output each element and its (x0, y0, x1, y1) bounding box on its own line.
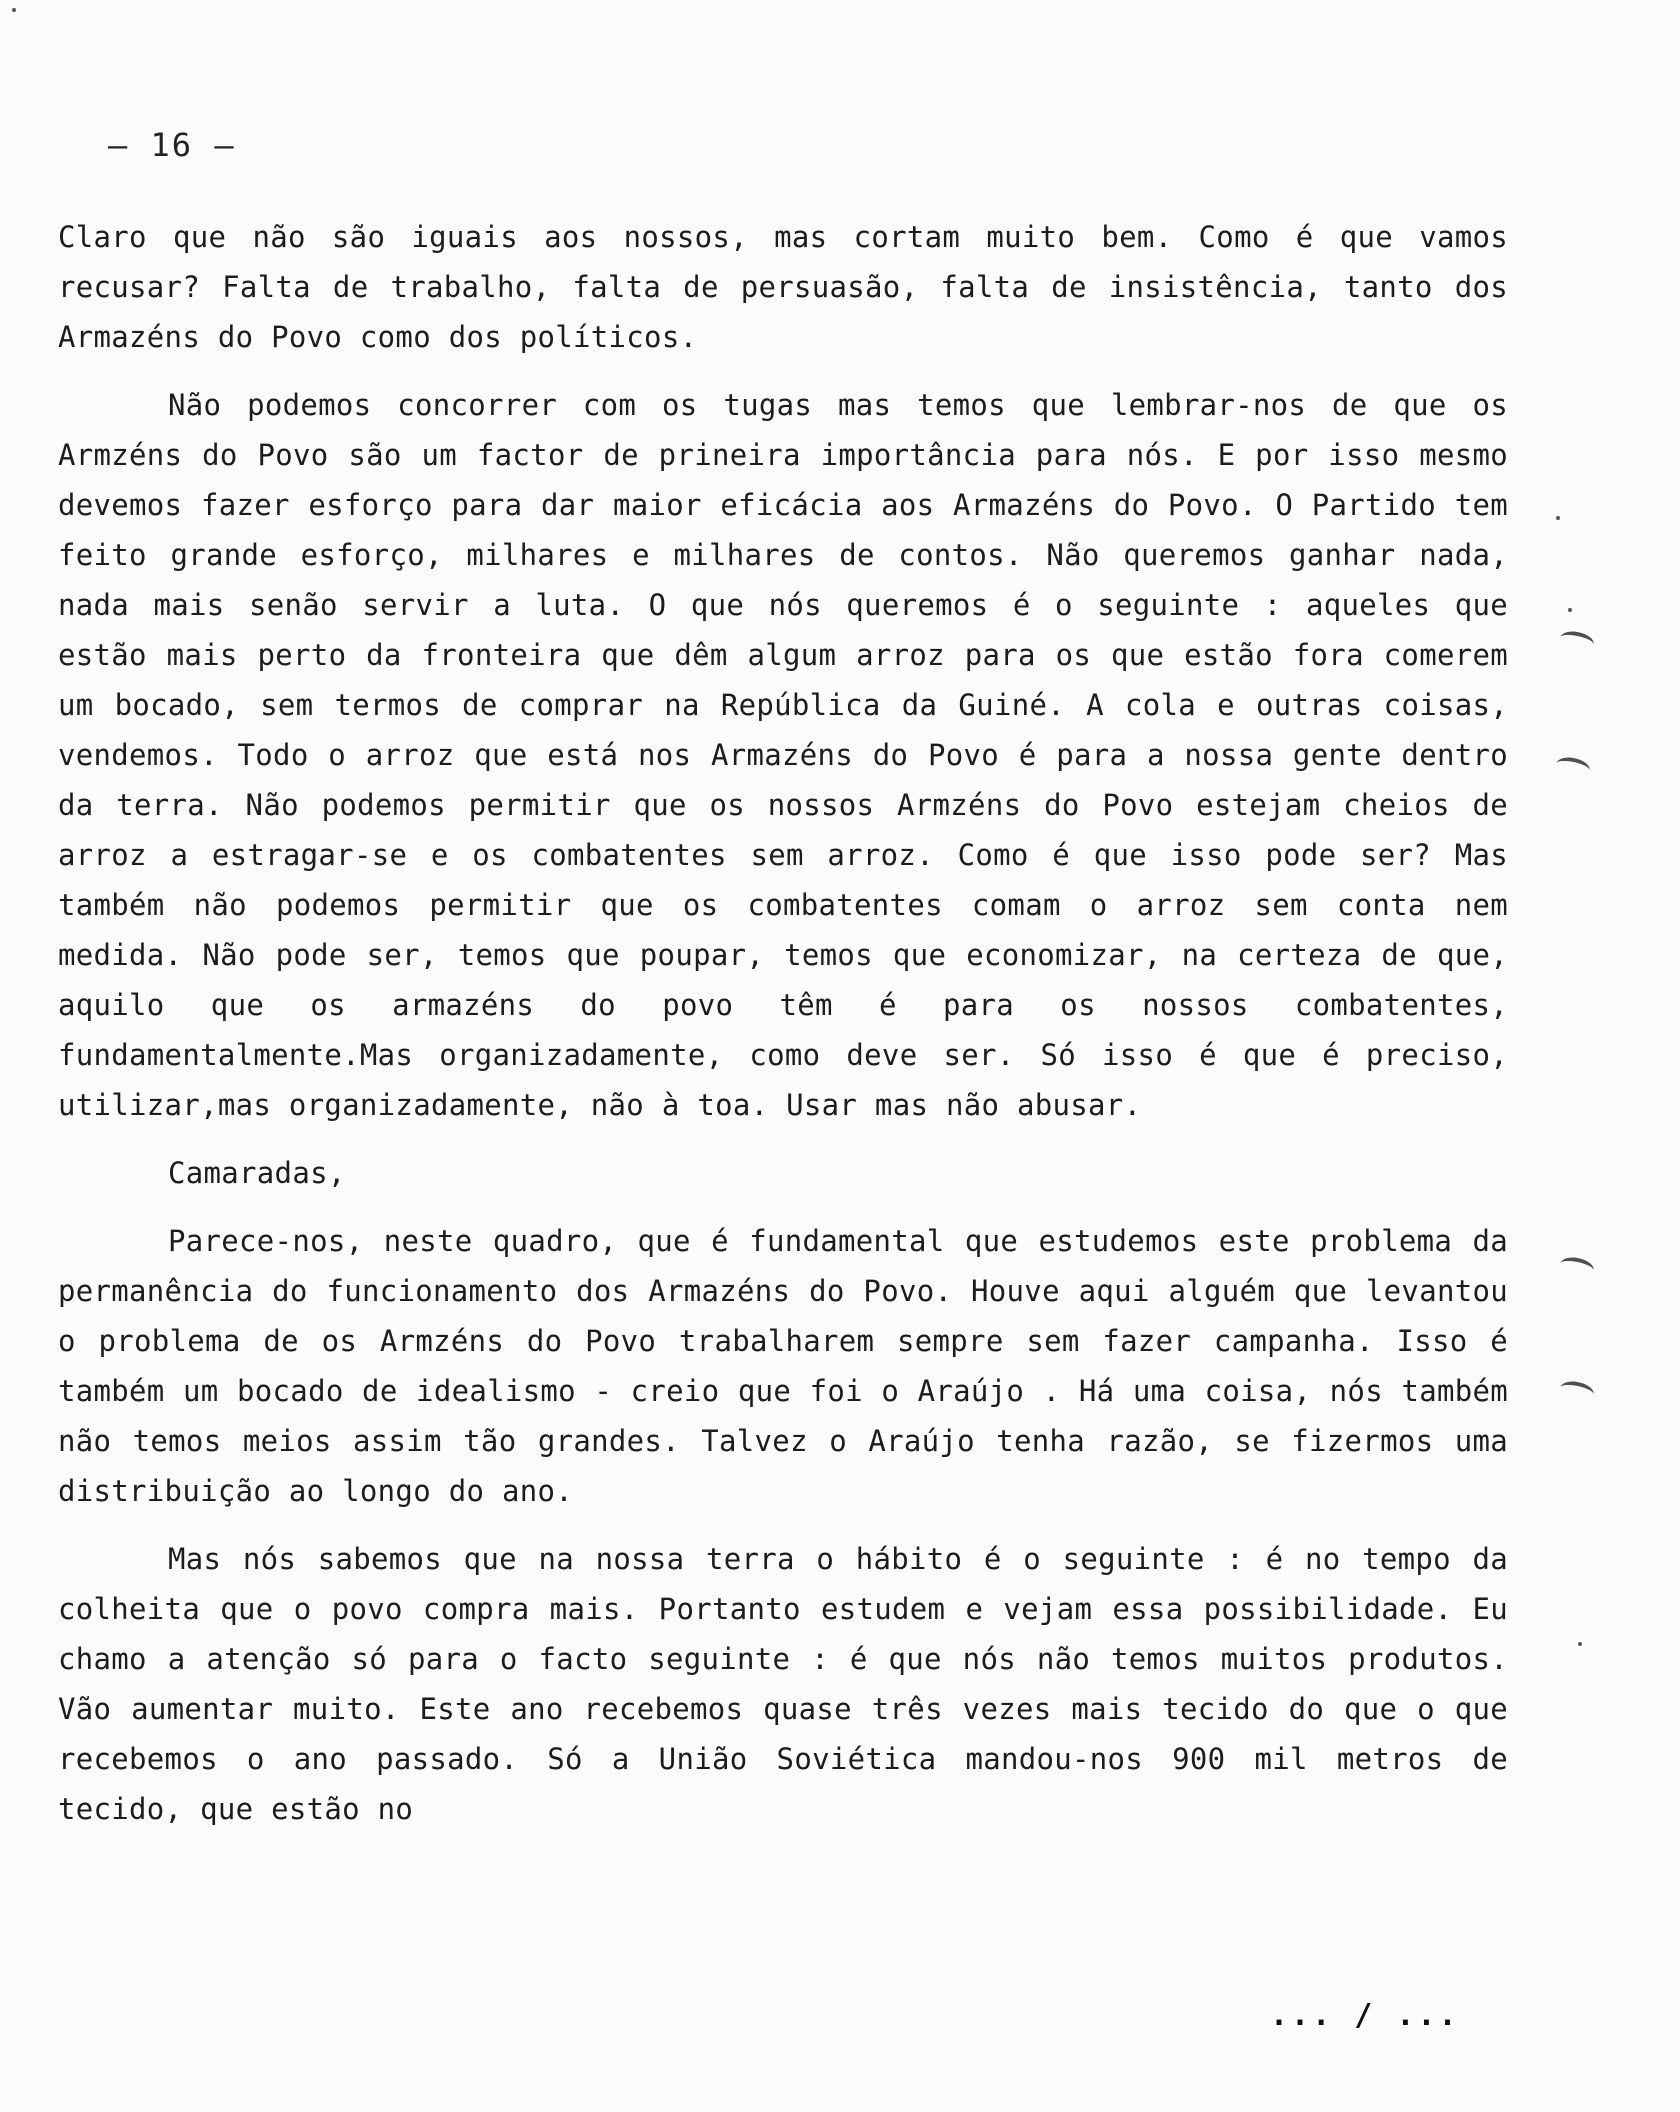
punch-hole-mark (1559, 629, 1596, 654)
scan-speck (12, 8, 16, 12)
punch-hole-mark (1555, 755, 1592, 780)
punch-hole-mark (1559, 1255, 1596, 1280)
continuation-marker: ... / ... (1270, 1998, 1460, 2033)
scan-speck (1556, 516, 1560, 520)
scan-speck (1568, 608, 1572, 612)
paragraph-1: Claro que não são iguais aos nossos, mas cortam muito bem. Como é que vamos recusar? Falta de trabalho, falta de persuasão, falta de insistência, tanto dos Armazéns do Povo como dos políticos. (58, 220, 1508, 354)
paragraph-3: Parece-nos, neste quadro, que é fundamental que estudemos este problema da permanência do funcionamento dos Armazéns do Povo. Houve aqui alguém que levantou o problema de os Armzéns do Povo trabalharem sempre sem fazer campanha. Isso é também um bocado de idealismo - creio que foi o Araújo . Há uma coisa, nós também não temos meios assim tão grandes. Talvez o Araújo tenha razão, se fizermos uma distribuição ao longo do ano. (58, 1224, 1508, 1508)
document-body (58, 212, 1508, 1834)
page-number: – 16 – (108, 126, 236, 164)
paragraph-2: Não podemos concorrer com os tugas mas temos que lembrar-nos de que os Armzéns do Povo são um factor de prineira importância para nós. E por isso mesmo devemos fazer esforço para dar maior eficácia aos Armazéns do Povo. O Partido tem feito grande esforço, milhares e milhares de contos. Não queremos ganhar nada, nada mais senão servir a luta. O que nós queremos é o seguinte : aqueles que estão mais perto da fronteira que dêm algum arroz para os que estão fora comerem um bocado, sem termos de comprar na República da Guiné. A cola e outras coisas, vendemos. Todo o arroz que está nos Armazéns do Povo é para a nossa gente dentro da terra. Não podemos permitir que os nossos Armzéns do Povo estejam cheios de arroz a estragar-se e os combatentes sem arroz. Como é que isso pode ser? Mas também não podemos permitir que os combatentes comam o arroz sem conta nem medida. Não pode ser, temos que poupar, temos que economizar, na certeza de que, aquilo que os armazéns do povo têm é para os nossos combatentes, fundamentalmente.Mas organizadamente, como deve ser. Só isso é que é preciso, utilizar,mas organizadamente, não à toa. Usar mas não abusar. (58, 388, 1508, 1122)
paragraph-4: Mas nós sabemos que na nossa terra o hábito é o seguinte : é no tempo da colheita que o povo compra mais. Portanto estudem e vejam essa possibilidade. Eu chamo a atenção só para o facto seguinte : é que nós não temos muitos produtos. Vão aumentar muito. Este ano recebemos quase três vezes mais tecido do que o que recebemos o ano passado. Só a União Soviética mandou-nos 900 mil metros de tecido, que estão no (58, 1542, 1508, 1826)
punch-hole-mark (1559, 1379, 1596, 1404)
salutation: Camaradas, (168, 1156, 346, 1190)
scan-speck (1578, 1642, 1582, 1646)
